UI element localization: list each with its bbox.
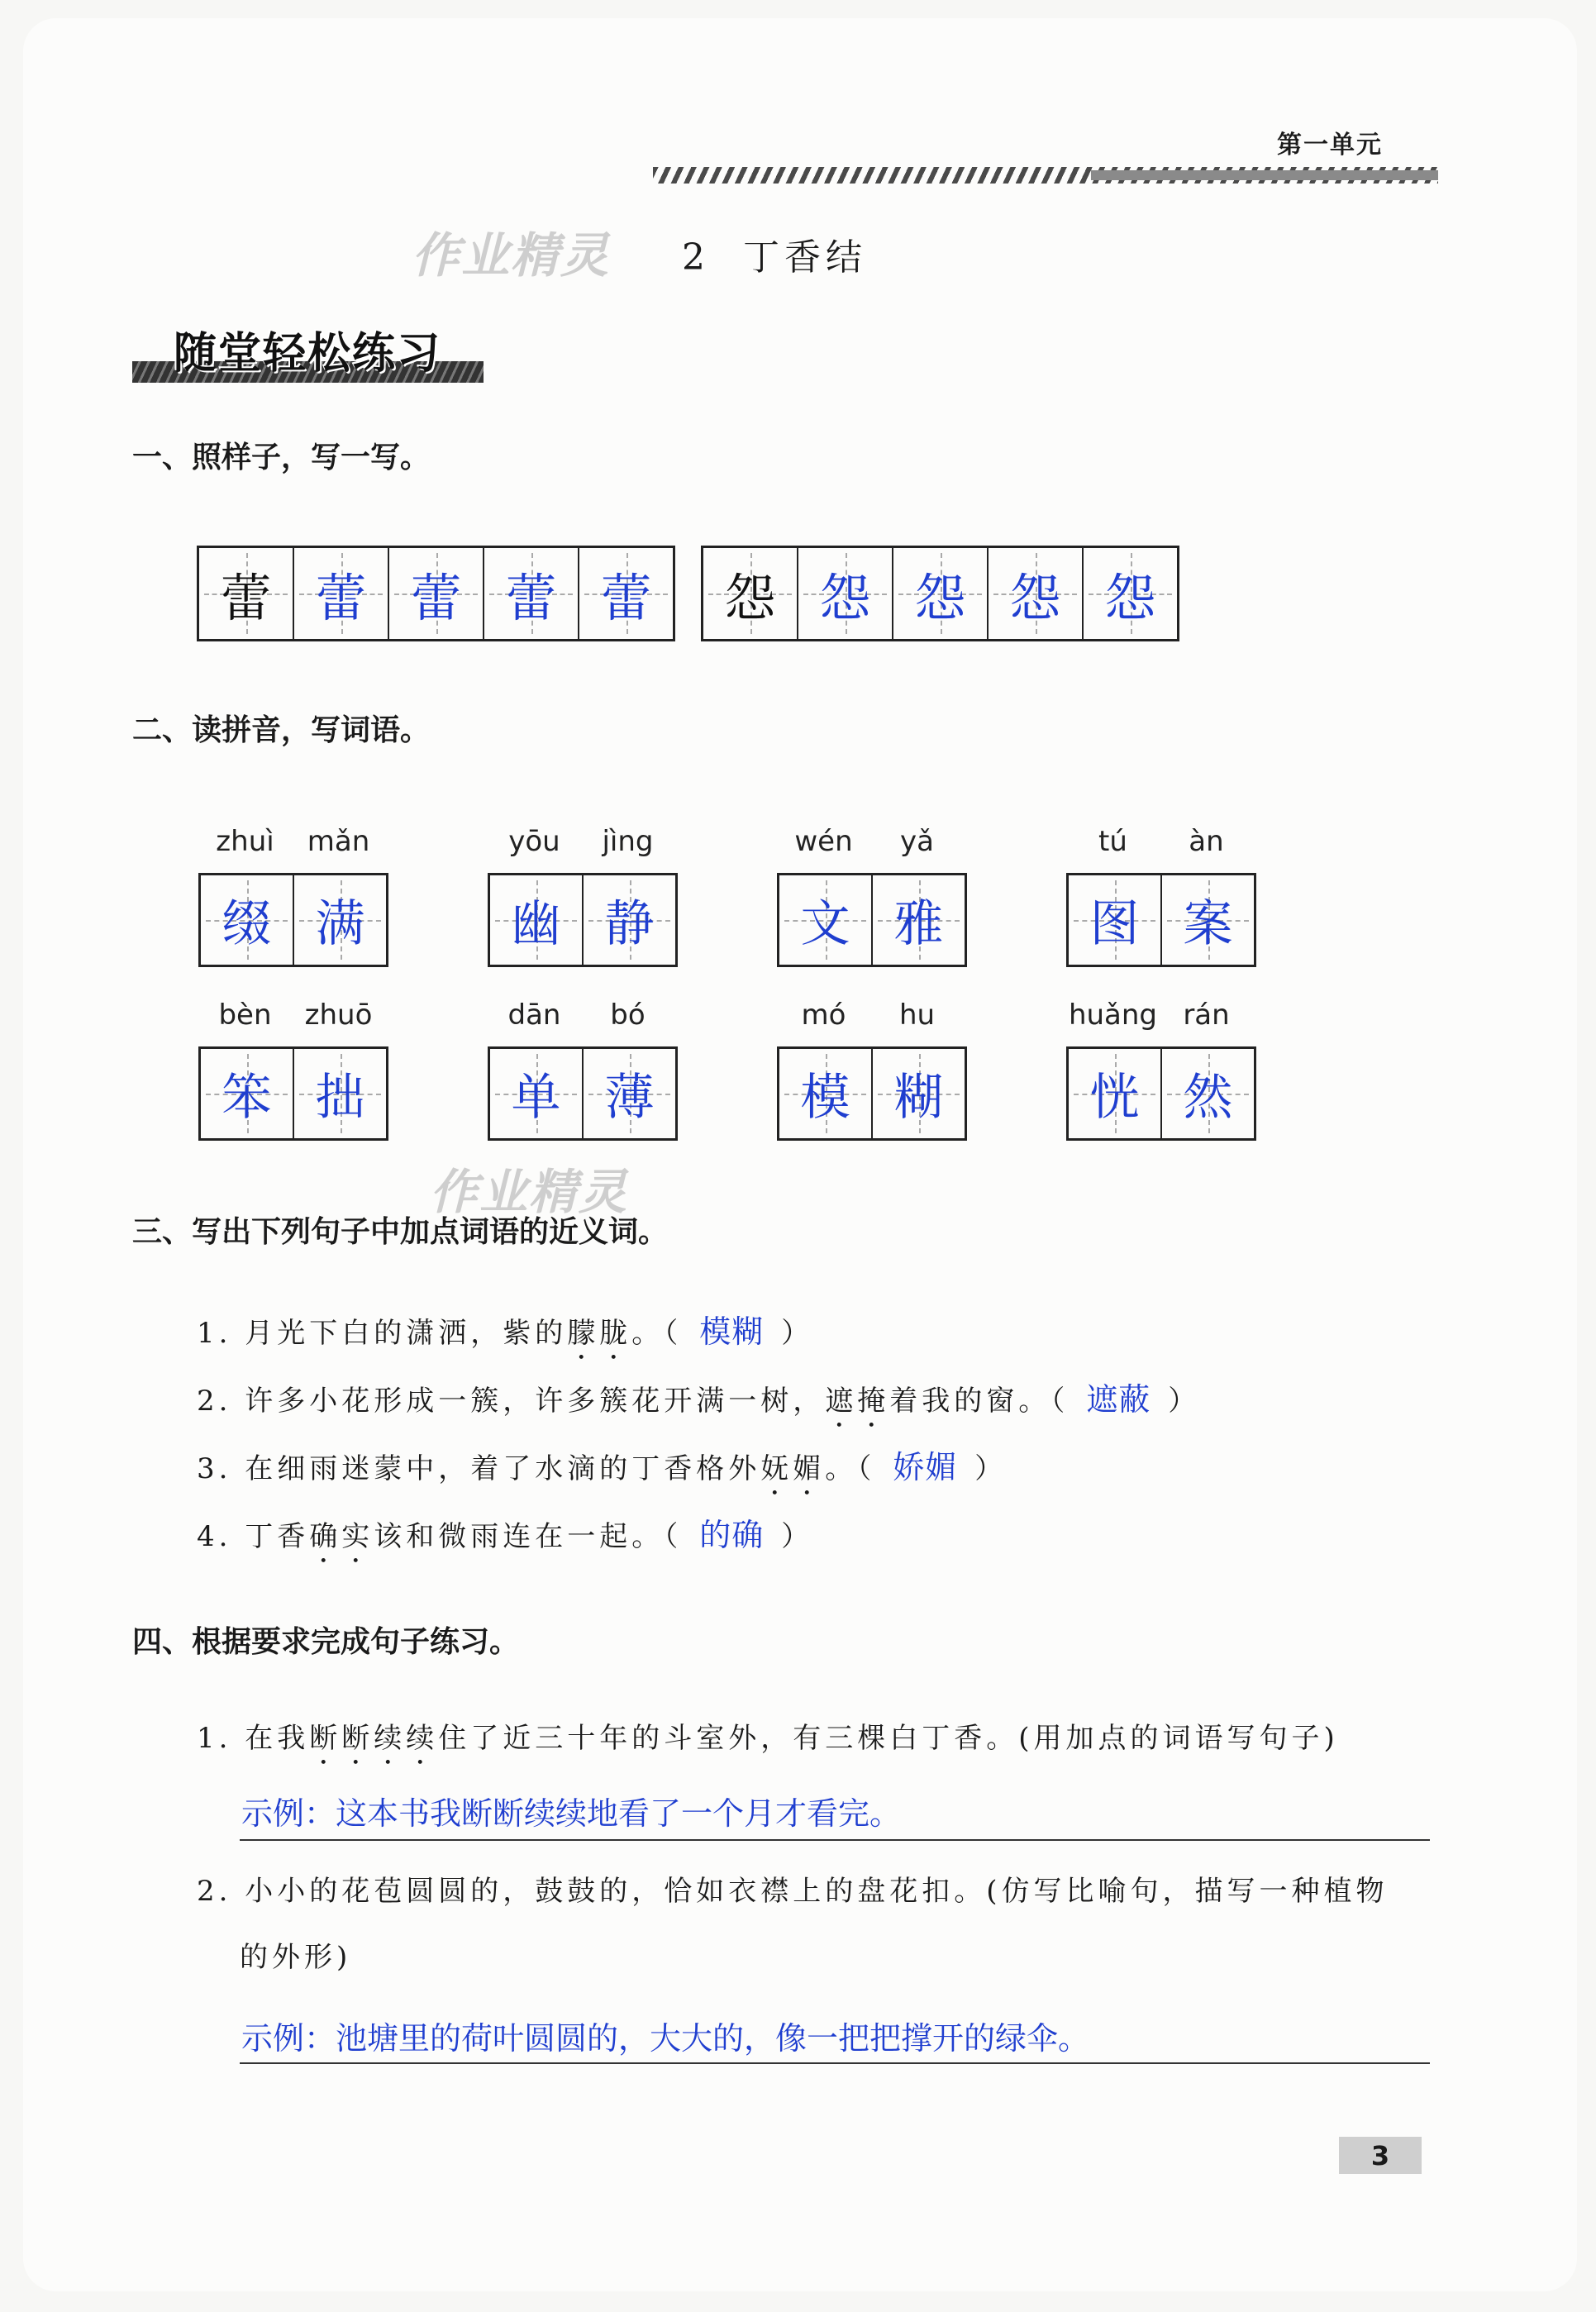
synonym-answer[interactable]: 的确 (699, 1517, 765, 1553)
unit-title: 第一单元 (1277, 131, 1383, 160)
answer-char: 糊 (893, 1069, 944, 1127)
pinyin-word-group (488, 825, 678, 967)
copy-grid-b (701, 546, 1179, 641)
model-char: 怨 (724, 567, 776, 628)
pinyin: wén (794, 825, 853, 858)
pinyin: zhuō (304, 999, 373, 1032)
sentence-prompt-2: 2. 小小的花苞圆圆的，鼓鼓的，恰如衣襟上的盘花扣。(仿写比喻句，描写一种植物 (197, 1875, 1389, 1908)
answer-char: 模 (800, 1069, 850, 1127)
pinyin-word-group (777, 999, 967, 1141)
grid-cell[interactable] (1162, 875, 1254, 965)
pinyin: yǎ (900, 825, 934, 858)
answer-char: 雅 (893, 895, 944, 953)
grid-cell[interactable] (484, 548, 579, 639)
pinyin-word-group (1066, 825, 1256, 967)
answer-char: 满 (315, 895, 365, 953)
header-decorative-bar (653, 167, 1438, 184)
answer-char: 拙 (315, 1069, 365, 1127)
answer-char: 静 (604, 895, 655, 953)
grid-cell[interactable] (294, 1049, 386, 1138)
lesson-name: 丁香结 (743, 236, 867, 279)
answer-char: 薄 (604, 1069, 655, 1127)
word-grid (488, 1046, 678, 1141)
sentence-text: 。（ (825, 1452, 876, 1485)
word-grid (777, 873, 967, 967)
lesson-title (682, 227, 867, 280)
section-heading-3: 三、写出下列句子中加点词语的近义词。 (132, 1214, 669, 1249)
grid-cell[interactable] (893, 548, 989, 639)
synonym-question-2 (197, 1374, 1200, 1434)
sentence-text: 1. 月光下白的潇洒，紫的 (197, 1317, 568, 1350)
banner-text: 随堂轻松练习 (174, 329, 442, 379)
page-number: 3 (1339, 2137, 1422, 2174)
lesson-number: 2 (682, 236, 710, 279)
pinyin-row (198, 999, 388, 1035)
section-heading-1: 一、照样子，写一写。 (132, 440, 431, 474)
word-grid (777, 1046, 967, 1141)
sentence-text: 。（ (631, 1317, 683, 1350)
grid-cell[interactable] (779, 875, 873, 965)
dotted-word: 确实 (309, 1520, 374, 1553)
grid-cell[interactable] (1162, 1049, 1254, 1138)
written-char: 怨 (1009, 567, 1061, 628)
synonym-question-4 (197, 1509, 813, 1570)
pinyin: jìng (602, 825, 654, 858)
pinyin: mǎn (307, 825, 370, 858)
word-grid (198, 873, 388, 967)
answer-char: 文 (800, 895, 850, 953)
pinyin: zhuì (216, 825, 274, 858)
pinyin-word-group (198, 999, 388, 1141)
pinyin-row (198, 825, 388, 861)
grid-cell[interactable] (490, 875, 584, 965)
pinyin-word-group (198, 825, 388, 967)
written-char: 蕾 (600, 567, 652, 628)
synonym-answer[interactable]: 模糊 (699, 1313, 765, 1350)
grid-cell[interactable] (490, 1049, 584, 1138)
grid-cell[interactable] (584, 875, 675, 965)
answer-char: 单 (511, 1069, 561, 1127)
sentence-text: 4. 丁香 (197, 1520, 310, 1553)
pinyin: bó (610, 999, 646, 1032)
watermark: 作业精灵 (430, 1164, 629, 1220)
answer-char: 幽 (511, 895, 561, 953)
dotted-word: 妩媚 (760, 1452, 826, 1485)
sentence-text: 该和微雨连在一起。（ (374, 1520, 683, 1553)
pinyin-word-group (777, 825, 967, 967)
pinyin: huǎng (1068, 999, 1158, 1032)
pinyin-row (777, 999, 967, 1035)
sentence-text: ） (974, 1452, 1008, 1485)
pinyin: dān (507, 999, 561, 1032)
word-grid (1066, 1046, 1256, 1141)
pinyin-row (488, 999, 678, 1035)
copy-grid-a (197, 546, 675, 641)
pinyin-word-group (488, 999, 678, 1141)
practice-banner (132, 318, 484, 384)
answer-char: 案 (1183, 895, 1233, 953)
grid-cell[interactable] (389, 548, 484, 639)
pinyin-row (1066, 825, 1256, 861)
sentence-text: 着我的窗。（ (889, 1385, 1070, 1418)
word-grid (1066, 873, 1256, 967)
sentence-text: ） (781, 1317, 814, 1350)
grid-cell[interactable] (1069, 1049, 1162, 1138)
word-grid (198, 1046, 388, 1141)
sentence-prompt-2-continued: 的外形) (240, 1941, 352, 1974)
section-heading-2: 二、读拼音，写词语。 (132, 713, 431, 747)
answer-char: 恍 (1089, 1069, 1140, 1127)
answer-char: 笨 (222, 1069, 272, 1127)
pinyin-row (488, 825, 678, 861)
sentence-text: 2. 许多小花形成一簇，许多簇花开满一树， (197, 1385, 826, 1418)
written-char: 蕾 (410, 567, 462, 628)
pinyin: yōu (508, 825, 560, 858)
grid-cell[interactable] (579, 548, 673, 639)
answer-char: 缀 (222, 895, 272, 953)
grid-cell[interactable] (779, 1049, 873, 1138)
answer-char: 然 (1183, 1069, 1233, 1127)
pinyin-word-group (1066, 999, 1256, 1141)
sentence-text: ） (1168, 1385, 1201, 1418)
answer-line (240, 2062, 1430, 2064)
pinyin: mó (801, 999, 846, 1032)
sentence-text: 3. 在细雨迷蒙中，着了水滴的丁香格外 (197, 1452, 761, 1485)
pinyin: bèn (218, 999, 272, 1032)
grid-cell[interactable] (294, 875, 386, 965)
grid-cell[interactable] (873, 875, 965, 965)
example-answer-1[interactable]: 示例：这本书我断断续续地看了一个月才看完。 (241, 1795, 902, 1832)
sentence-text: ） (781, 1520, 814, 1553)
grid-cell[interactable] (294, 548, 389, 639)
pinyin: rán (1183, 999, 1230, 1032)
written-char: 怨 (914, 567, 966, 628)
example-answer-2[interactable]: 示例：池塘里的荷叶圆圆的，大大的，像一把把撑开的绿伞。 (241, 2020, 1090, 2057)
synonym-question-1 (197, 1306, 813, 1366)
pinyin: tú (1098, 825, 1127, 858)
grid-cell[interactable] (798, 548, 893, 639)
dotted-word: 断断续续 (309, 1722, 439, 1755)
written-char: 怨 (1104, 567, 1156, 628)
pinyin-row (1066, 999, 1256, 1035)
pinyin: àn (1189, 825, 1224, 858)
grid-cell (703, 548, 798, 639)
sentence-text: 1. 在我 (197, 1722, 310, 1755)
answer-line (240, 1839, 1430, 1841)
grid-cell[interactable] (873, 1049, 965, 1138)
dotted-word: 朦胧 (567, 1317, 632, 1350)
synonym-question-3 (197, 1442, 1007, 1502)
sentence-text: 住了近三十年的斗室外，有三棵白丁香。(用加点的词语写句子) (438, 1722, 1339, 1755)
pinyin: hu (898, 999, 936, 1032)
written-char: 怨 (819, 567, 871, 628)
written-char: 蕾 (505, 567, 557, 628)
grid-cell[interactable] (584, 1049, 675, 1138)
grid-cell[interactable] (201, 1049, 294, 1138)
synonym-answer[interactable]: 遮蔽 (1086, 1381, 1151, 1418)
section-heading-4: 四、根据要求完成句子练习。 (132, 1624, 520, 1659)
answer-char: 图 (1089, 895, 1140, 953)
grid-cell[interactable] (1084, 548, 1177, 639)
dotted-word: 遮掩 (825, 1385, 890, 1418)
model-char: 蕾 (220, 567, 272, 628)
sentence-prompt-1 (197, 1715, 1339, 1771)
grid-cell[interactable] (989, 548, 1084, 639)
watermark: 作业精灵 (412, 227, 611, 284)
grid-cell[interactable] (201, 875, 294, 965)
grid-cell (199, 548, 294, 639)
written-char: 蕾 (315, 567, 367, 628)
pinyin-row (777, 825, 967, 861)
grid-cell[interactable] (1069, 875, 1162, 965)
word-grid (488, 873, 678, 967)
synonym-answer[interactable]: 娇媚 (893, 1449, 958, 1485)
